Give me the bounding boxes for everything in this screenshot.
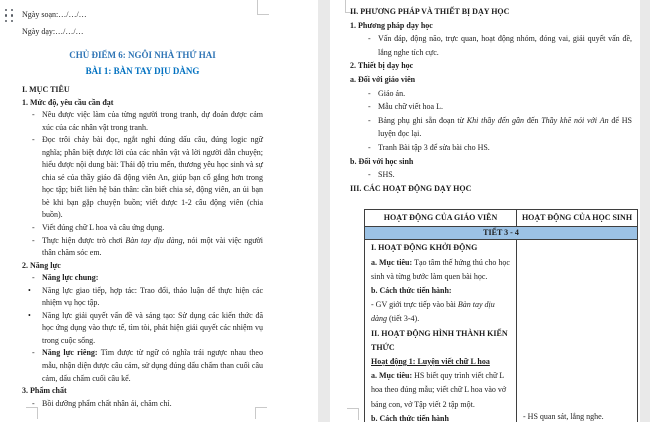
para-dash [350,87,632,101]
left-page-body [22,84,263,410]
para-text [42,235,263,260]
text-run: I. HOẠT ĐỘNG KHỞI ĐỘNG [371,243,478,253]
text-run: , nói một vài việc người thân chăm sóc em. [42,235,263,258]
text-run: 1. Phương pháp dạy học [350,20,433,30]
para-dash [350,100,632,114]
para-text [42,347,263,385]
para-bullet [22,285,263,310]
text-run: Thầy khẽ nói với An [541,115,609,125]
text-run: Mẫu chữ viết hoa L. [378,102,443,112]
dash-marker: - [368,88,371,98]
text-run: Khi thầy đến gần [466,115,525,125]
text-run: 2. Năng lực [22,260,61,270]
text-run: để HS luyện đọc lại. [378,115,632,139]
para-dash [350,32,632,59]
para-text [42,272,263,285]
text-run: Năng lực chung: [42,273,99,283]
section-hoat-dong [350,182,632,196]
para-heading [350,73,632,87]
dash-marker: - [32,110,35,120]
text-run: Tranh Bài tập 3 để sửa bài cho HS. [378,142,490,152]
para-text [378,100,632,114]
text-run: Bàn tay dịu dàng [371,300,495,324]
text-run: II. HOẠT ĐỘNG HÌNH THÀNH KIẾN THỨC [371,328,508,352]
text-run: a. Mục tiêu: [371,257,415,267]
text-run: II. PHƯƠNG PHÁP VÀ THIẾT BỊ DẠY HỌC [350,7,510,16]
text-run: b. Cách thức tiến hành: [371,285,452,295]
activity-row [365,240,638,422]
dash-marker: - [368,115,371,125]
para-dash [22,109,263,134]
para-text [42,398,263,411]
chapter-title: CHỦ ĐIỂM 6: NGÔI NHÀ THỨ HAI [69,50,216,60]
text-run: Đọc trôi chảy bài đọc, ngắt nghỉ đúng dấu câu, đúng logic ngữ nghĩa; phân biệt được lời của các nhân vật và lời người dẫn chuyện; hiểu được nội dung bài: Thái độ trìu mến, thương yêu học sinh và sự chia sẻ của thầy giáo đã động viên An, giúp bạn cố gắng hơn trong học tập; biết liên hệ bản thân: cần biết chia sẻ, động viên, an ủi bạn bè khi bạn gặp chuyện buồn; viết được 1-2 câu động viên (chia buồn). [42,135,263,220]
tier-label: TIẾT 3 - 4 [365,227,638,240]
right-page-body [350,5,632,195]
para-dash [22,222,263,235]
text-run: Bàn tay dịu dàng [125,235,183,245]
text-run: đến [524,115,542,125]
hs-activity-cell[interactable] [517,240,638,422]
text-run: Nêu được việc làm của từng người trong tranh, dự đoán được cảm xúc của các nhân vật trong tranh. [42,110,263,132]
table-header-gv: HOẠT ĐỘNG CỦA GIÁO VIÊN [365,210,517,227]
text-run: b. Cách thức tiến hành [371,413,449,422]
text-run: Năng lực giao tiếp, hợp tác: Trao đổi, thảo luận để thực hiện các nhiệm vụ học tập. [42,285,263,308]
para-text [378,168,632,182]
para-dash [350,141,632,155]
para-dash [22,272,263,285]
para-plain [371,369,511,412]
para-heading [350,59,632,73]
page-right[interactable] [330,0,640,422]
para-bullet [22,310,263,348]
text-run: I. MỤC TIÊU [22,85,70,94]
bullet-marker: • [28,285,31,295]
tier-row [365,227,638,240]
dash-marker: - [32,273,35,283]
text-run: Ngày soạn:…/…/… [22,10,87,19]
para-plain [371,256,511,284]
para-text [42,310,263,348]
para-heading [22,385,263,398]
dash-marker: - [32,223,35,233]
para-dash [22,347,263,385]
dash-marker: - [368,170,371,180]
text-run: HS biết quy trình viết chữ L hoa theo đúng mẫu; viết chữ L hoa vào vở bảng con, vở Tập viết 2 tập một. [371,371,507,409]
para-dash [22,398,263,411]
para-dash [350,168,632,182]
text-run: Vấn đáp, động não, trực quan, hoạt động nhóm, đóng vai, giải quyết vấn đề, lắng nghe tích cực. [378,34,632,57]
para-text [378,141,632,155]
para-plain [371,241,511,255]
para-text [42,134,263,222]
para-plain [371,284,511,298]
para-plain [371,355,511,369]
text-run: a. Mục tiêu: [371,371,415,381]
para-heading [350,19,632,33]
dash-marker: - [32,235,35,245]
para-plain [371,298,511,326]
dash-marker: - [368,102,371,112]
text-run: Bồi dưỡng phẩm chất nhân ái, chăm chỉ. [42,398,172,408]
table-header-row [365,210,638,227]
table-header-hs: HOẠT ĐỘNG CỦA HỌC SINH [517,210,638,227]
para-text [378,32,632,59]
para-dash [350,114,632,141]
para-text [378,114,632,141]
para-plain [371,412,511,422]
text-run: Năng lực giải quyết vấn đề và sáng tạo: Sử dụng các kiến thức đã học ứng dụng vào thực tế, tìm tòi, phát hiện giải quyết các nhiệm vụ trong cuộc sống. [42,310,263,345]
para-text [42,285,263,310]
text-run: b. Đối với học sinh [350,156,414,166]
text-run: - HS quan sát, lắng nghe. [523,411,604,421]
dash-marker: - [368,142,371,152]
dash-marker: - [368,34,371,44]
text-run: Tìm được từ ngữ có nghĩa trái ngược nhau theo mẫu, nhận diện được câu cảm, sử dụng đúng dấu chấm than cuối câu cảm, dấu chấm cuối câu kể. [42,348,263,383]
text-run: Ngày dạy:…/…/… [22,27,84,36]
lesson-title: BÀI 1: BÀN TAY DỊU DÀNG [85,66,200,76]
para-dash [22,134,263,222]
section-phuong-phap [350,5,632,19]
text-run: a. Đối với giáo viên [350,74,416,84]
para-text [42,109,263,134]
bullet-marker: • [28,310,31,320]
para-text [42,222,263,235]
text-run: SHS. [378,170,395,180]
para-text [378,87,632,101]
date-line-day [22,23,263,40]
dash-marker: - [32,348,35,358]
text-run: Thực hiện được trò chơi [42,235,126,245]
page-left[interactable] [0,0,318,422]
para-plain [371,327,511,355]
text-run: 3. Phẩm chất [22,386,67,396]
para-plain [523,410,632,422]
section-muc-tieu [22,84,263,97]
text-run: Năng lực riêng: [42,348,101,358]
right-page-content [330,0,640,422]
dash-marker: - [32,135,35,145]
text-run: Bảng phụ ghi sẵn đoạn từ [378,115,467,125]
para-dash [22,235,263,260]
text-run: Hoạt động 1: Luyện viết chữ L hoa [371,356,490,366]
text-run: 2. Thiết bị dạy học [350,61,414,71]
para-heading [22,97,263,110]
text-run: - GV giới trực tiếp vào bài [371,300,458,310]
text-run: III. CÁC HOẠT ĐỘNG DẠY HỌC [350,183,472,193]
activities-table [364,209,638,422]
text-run: 1. Mức độ, yêu cầu cần đạt [22,97,114,107]
text-run: Giáo án. [378,88,406,98]
gv-activity-cell[interactable] [365,240,517,422]
date-lines [22,6,263,40]
document-titles [22,47,263,79]
left-page-content [0,0,318,410]
text-run: (tiết 3-4). [387,314,420,324]
text-run: Tạo tâm thế hứng thú cho học sinh và từng bước làm quen bài học. [371,257,510,281]
dash-marker: - [32,398,35,408]
text-run: Viết đúng chữ L hoa và câu ứng dụng. [42,223,165,233]
para-heading [22,260,263,273]
para-heading [350,155,632,169]
date-line-soan [22,6,263,23]
